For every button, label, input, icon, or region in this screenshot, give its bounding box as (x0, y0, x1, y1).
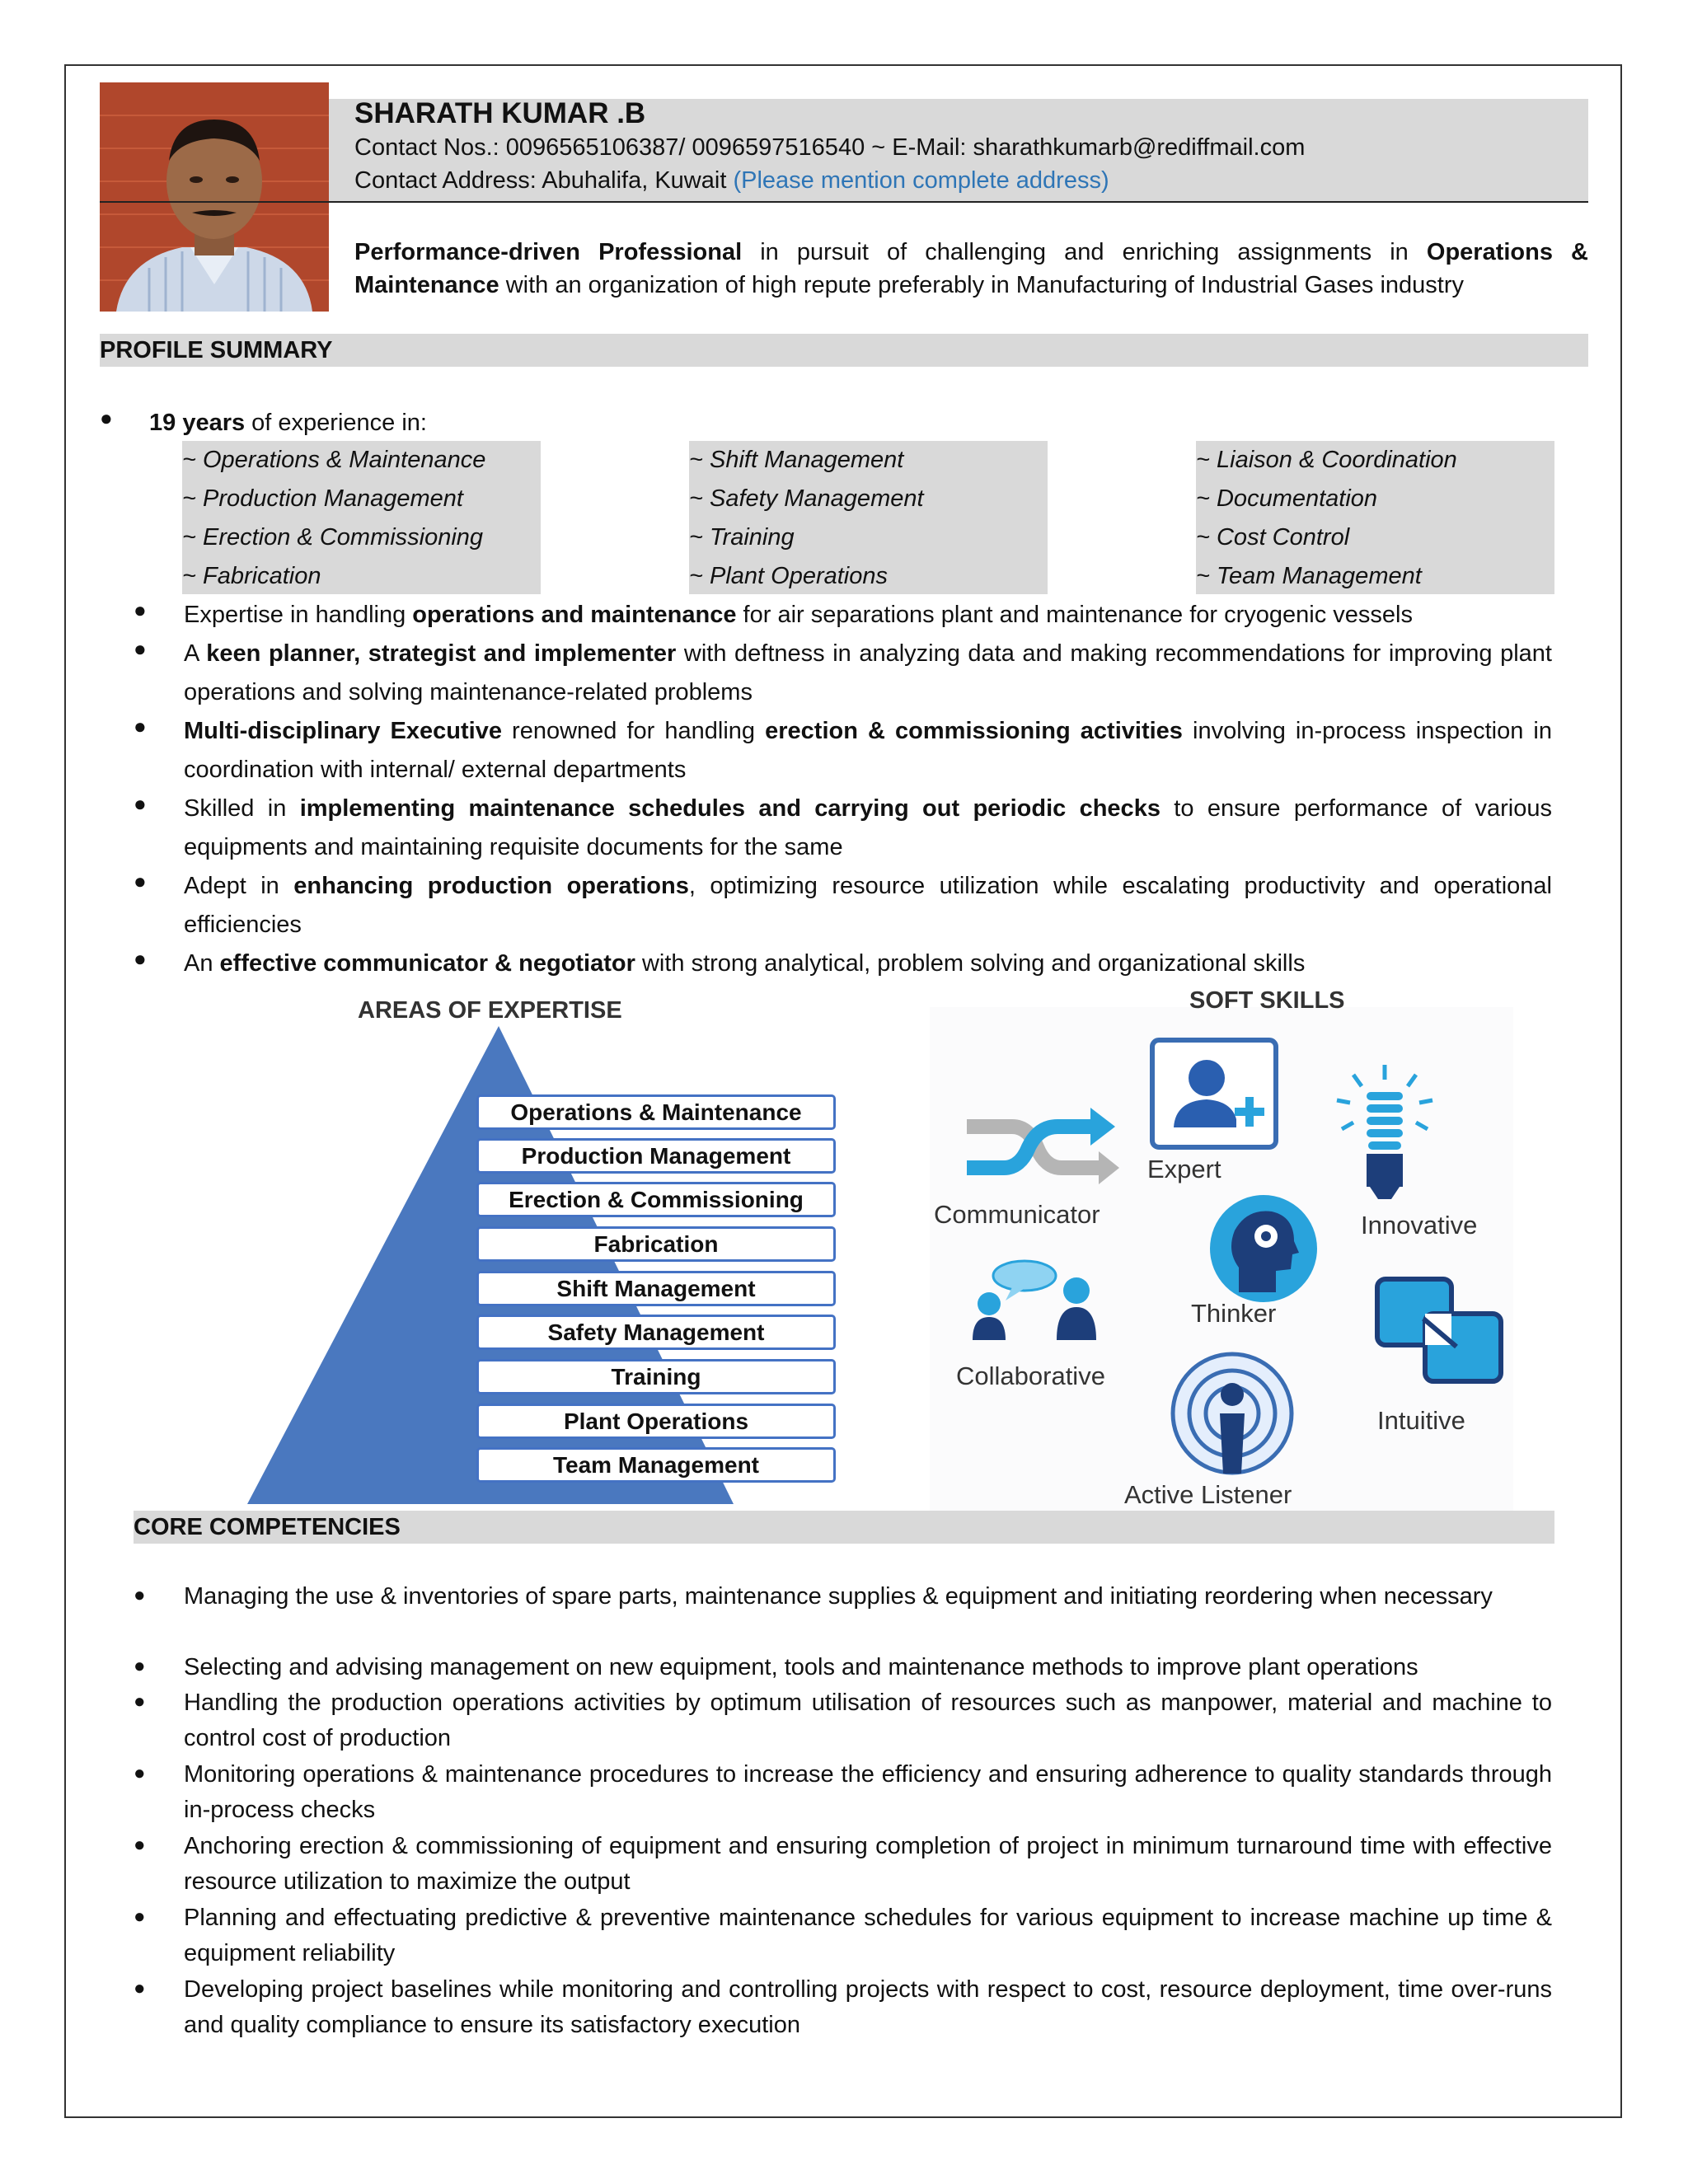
profile-bullet: An effective communicator & negotiator with strong analytical, problem solving and organizational skills (184, 950, 1306, 977)
expertise-item: Safety Management (476, 1315, 836, 1350)
core-competencies-heading: CORE COMPETENCIES (134, 1511, 1554, 1544)
years-text: of experience in: (245, 410, 427, 436)
skill-item: ~ Safety Management (689, 485, 924, 512)
bullet-dot: ● (134, 636, 147, 661)
soft-skill-collaborative: Collaborative (956, 1361, 1105, 1390)
skill-item: ~ Erection & Commissioning (182, 524, 484, 551)
objective-text-1: in pursuit of challenging and enriching assignments in (742, 239, 1427, 265)
bullet-dot: ● (100, 405, 113, 430)
podcast-listener-icon (1162, 1352, 1302, 1475)
add-user-icon (1149, 1037, 1279, 1151)
expertise-item: Plant Operations (476, 1404, 836, 1439)
competency-item: Managing the use & inventories of spare parts, maintenance supplies & equipment and initiating reordering when necessary (184, 1583, 1493, 1610)
competency-item: Anchoring erection & commissioning of equipment and ensuring completion of project in minimum turnaround time with effective resource utilization to maximize the output (184, 1833, 1552, 1895)
bullet-dot: ● (134, 1905, 146, 1928)
profile-bullet: A keen planner, strategist and implementer with deftness in analyzing data and making recommendations for improving plant operations and solving maintenance-related problems (184, 640, 1552, 705)
soft-skill-intuitive: Intuitive (1377, 1406, 1465, 1435)
objective-text-2: with an organization of high repute preferably in Manufacturing of Industrial Gases industry (499, 272, 1464, 298)
header-divider (100, 201, 1588, 203)
contact-address (354, 167, 1109, 194)
contact-line: Contact Nos.: 0096565106387/ 0096597516540 ~ E-Mail: sharathkumarb@rediffmail.com (354, 134, 1306, 161)
profile-photo (100, 82, 329, 312)
shuffle-arrows-icon (963, 1098, 1119, 1205)
address-note: (Please mention complete address) (733, 167, 1109, 194)
expertise-item: Training (476, 1359, 836, 1394)
expertise-item: Operations & Maintenance (476, 1094, 836, 1130)
soft-skill-expert: Expert (1147, 1155, 1221, 1183)
soft-skill-innovative: Innovative (1361, 1211, 1478, 1240)
skill-item: ~ Cost Control (1196, 524, 1350, 551)
expertise-item: Production Management (476, 1138, 836, 1174)
competency-item: Monitoring operations & maintenance procedures to increase the efficiency and ensuring adherence to quality standards through in-process checks (184, 1761, 1552, 1823)
bullet-dot: ● (134, 1834, 146, 1856)
areas-of-expertise-title: AREAS OF EXPERTISE (358, 997, 622, 1024)
skill-item: ~ Operations & Maintenance (182, 447, 486, 473)
expertise-item: Team Management (476, 1447, 836, 1483)
chat-people-icon (971, 1258, 1096, 1340)
expertise-item: Erection & Commissioning (476, 1182, 836, 1217)
bullet-dot: ● (134, 1762, 146, 1784)
bullet-dot: ● (134, 946, 147, 971)
profile-bullet: Adept in enhancing production operations, optimizing resource utilization while escalating productivity and operational efficiencies (184, 873, 1552, 938)
bullet-dot: ● (134, 1655, 146, 1677)
expertise-item: Shift Management (476, 1271, 836, 1306)
objective-bold-3: Maintenance (354, 272, 499, 298)
profile-bullet: Multi-disciplinary Executive renowned for handling erection & commissioning activities involving in-process inspection in coordination with internal/ external departments (184, 718, 1552, 783)
candidate-name: SHARATH KUMAR .B (354, 97, 646, 129)
skill-item: ~ Plant Operations (689, 563, 889, 589)
bullet-dot: ● (134, 1584, 146, 1606)
skill-item: ~ Documentation (1196, 485, 1378, 512)
skill-item: ~ Production Management (182, 485, 463, 512)
years-bold: 19 years (149, 410, 246, 436)
expertise-item: Fabrication (476, 1226, 836, 1262)
bullet-dot: ● (134, 1690, 146, 1713)
skill-item: ~ Training (689, 524, 795, 551)
career-objective (354, 236, 1588, 302)
competency-item: Developing project baselines while monitoring and controlling projects with respect to cost, resource deployment, time over-runs and quality compliance to ensure its satisfactory execution (184, 1976, 1552, 2038)
skill-item: ~ Shift Management (689, 447, 904, 473)
competency-item: Selecting and advising management on new equipment, tools and maintenance methods to improve plant operations (184, 1654, 1418, 1680)
bullet-dot: ● (134, 869, 147, 893)
profile-bullet: Skilled in implementing maintenance schedules and carrying out periodic checks to ensure performance of various equipments and maintaining requisite documents for the same (184, 795, 1552, 860)
light-bulb-icon (1335, 1063, 1434, 1212)
bullet-dot: ● (134, 714, 147, 738)
skills-column-2 (689, 441, 1048, 594)
soft-skill-thinker: Thinker (1191, 1299, 1277, 1328)
competency-item: Planning and effectuating predictive & preventive maintenance schedules for various equipment to increase machine up time & equipment reliability (184, 1905, 1552, 1966)
skill-item: ~ Team Management (1196, 563, 1422, 589)
objective-bold-2: Operations & (1426, 239, 1589, 265)
bullet-dot: ● (134, 1977, 146, 1999)
soft-skill-communicator: Communicator (934, 1200, 1100, 1229)
address-label: Contact Address: Abuhalifa, Kuwait (354, 167, 734, 194)
skills-column-3 (1196, 441, 1554, 594)
bullet-dot: ● (134, 791, 147, 816)
soft-skill-active-listener: Active Listener (1124, 1480, 1292, 1509)
skills-column-1 (182, 441, 541, 594)
skill-item: ~ Liaison & Coordination (1196, 447, 1457, 473)
profile-bullet: Expertise in handling operations and maintenance for air separations plant and maintenance for cryogenic vessels (184, 602, 1413, 628)
head-gears-icon (1202, 1193, 1325, 1305)
skill-item: ~ Fabrication (182, 563, 321, 589)
objective-bold-1: Performance-driven Professional (354, 239, 743, 265)
linked-squares-icon (1374, 1276, 1506, 1385)
years-experience (149, 404, 427, 443)
bullet-dot: ● (134, 598, 147, 622)
soft-skills-title: SOFT SKILLS (1189, 987, 1345, 1014)
profile-summary-heading: PROFILE SUMMARY (100, 334, 1588, 367)
competency-item: Handling the production operations activities by optimum utilisation of resources such as manpower, material and machine to control cost of production (184, 1690, 1552, 1751)
